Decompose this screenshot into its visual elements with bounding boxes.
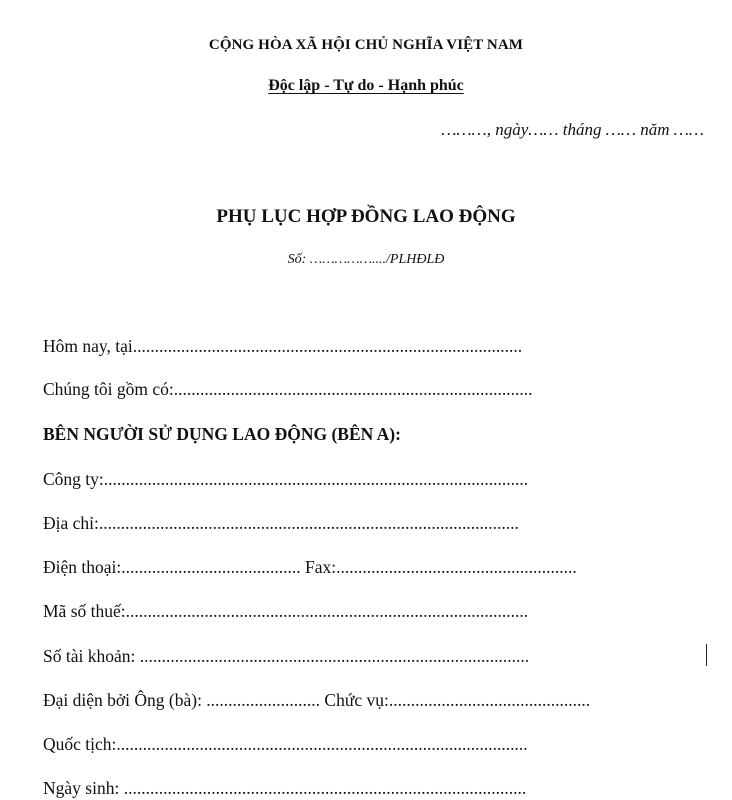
field-bank-account: Số tài khoản: .........................................................................................: [43, 646, 530, 666]
field-address: Địa chỉ:................................................................................................: [43, 513, 519, 533]
document-number: Số: ……………..../PLHĐLĐ: [287, 252, 445, 267]
field-tax-code: Mã số thuế:............................................................................................: [43, 601, 529, 621]
national-motto: [0, 77, 732, 95]
text-cursor: [706, 644, 707, 666]
field-today-at: Hôm nay, tại.........................................................................................: [43, 336, 523, 356]
nation-heading: CỘNG HÒA XÃ HỘI CHỦ NGHĨA VIỆT NAM: [208, 37, 524, 53]
document-title: PHỤ LỤC HỢP ĐỒNG LAO ĐỘNG: [216, 206, 516, 227]
date-line: ………, ngày…… tháng …… năm ……: [441, 120, 704, 139]
field-company: Công ty:.................................................................................................: [43, 469, 529, 489]
field-nationality: Quốc tịch:..............................................................................................: [43, 734, 528, 754]
field-phone-fax: Điện thoại:......................................... Fax:.......................................................: [43, 557, 577, 577]
field-we-include: Chúng tôi gồm có:..................................................................................: [43, 379, 533, 399]
national-motto-text: Độc lập - Tự do - Hạnh phúc: [268, 77, 464, 94]
field-birth-date: Ngày sinh: ............................................................................................: [43, 778, 527, 798]
field-representative: Đại diện bởi Ông (bà): .......................... Chức vụ:..............................................: [43, 690, 591, 710]
party-a-heading: BÊN NGƯỜI SỬ DỤNG LAO ĐỘNG (BÊN A):: [43, 424, 401, 444]
